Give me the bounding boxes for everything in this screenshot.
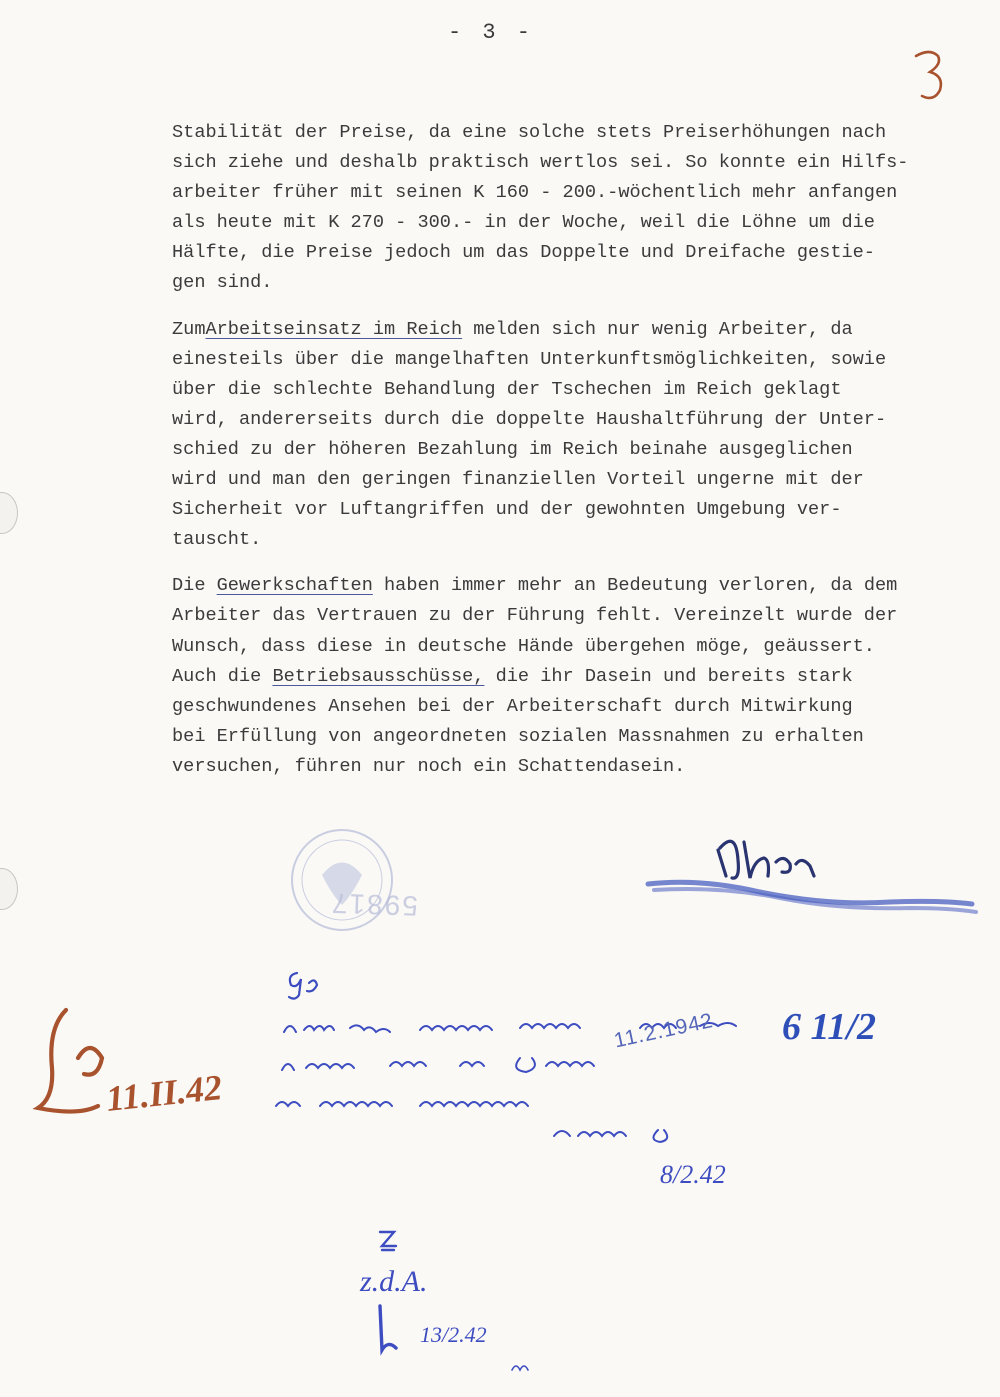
handwritten-mark-g bbox=[283, 965, 323, 1005]
text-segment: Hälfte, die Preise jedoch um das Doppelte und Dreifache gestie- bbox=[172, 242, 875, 264]
text-line bbox=[172, 601, 972, 631]
punch-hole-bottom bbox=[0, 868, 18, 910]
text-segment: Wunsch, dass diese in deutsche Hände übergehen möge, geäussert. bbox=[172, 635, 875, 657]
text-line bbox=[172, 525, 972, 555]
text-segment: einesteils über die mangelhaften Unterkunftsmöglichkeiten, sowie bbox=[172, 348, 887, 370]
handwritten-mark-lower bbox=[372, 1228, 402, 1256]
paragraph-3 bbox=[172, 571, 972, 782]
typed-report-body bbox=[172, 118, 972, 782]
text-segment: geschwundenes Ansehen bei der Arbeiterschaft durch Mitwirkung bbox=[172, 695, 853, 717]
text-segment: gen sind. bbox=[172, 272, 273, 294]
text-line bbox=[172, 571, 972, 601]
text-line bbox=[172, 662, 972, 692]
circular-office-stamp bbox=[282, 820, 402, 940]
text-line bbox=[172, 375, 972, 405]
underlined-term: Arbeitseinsatz im Reich bbox=[205, 318, 463, 340]
text-segment: haben immer mehr an Bedeutung verloren, da dem bbox=[372, 575, 898, 597]
final-date: 13/2.42 bbox=[420, 1322, 487, 1347]
handwritten-line-1 bbox=[270, 1012, 810, 1042]
text-segment: Arbeiter das Vertrauen zu der Führung fehlt. Vereinzelt wurde der bbox=[172, 605, 898, 627]
text-line bbox=[172, 208, 972, 238]
text-line bbox=[172, 632, 972, 662]
text-line bbox=[172, 405, 972, 435]
red-crayon-date: 11.II.42 bbox=[104, 1067, 224, 1119]
text-line bbox=[172, 495, 972, 525]
text-segment: sich ziehe und deshalb praktisch wertlos sei. So konnte ein Hilfs- bbox=[172, 152, 909, 174]
reference-note: 6 11/2 bbox=[782, 1006, 876, 1048]
text-line bbox=[172, 178, 972, 208]
text-line bbox=[172, 345, 972, 375]
handwritten-line-3 bbox=[270, 1090, 810, 1120]
handwritten-signature bbox=[640, 820, 980, 930]
text-segment: Stabilität der Preise, da eine solche stets Preiserhöhungen nach bbox=[172, 122, 887, 143]
underlined-term: Gewerkschaften bbox=[216, 575, 373, 597]
text-segment: tauscht. bbox=[172, 529, 262, 551]
filing-abbreviation: z.d.A. bbox=[360, 1265, 428, 1298]
text-segment: schied zu der höheren Bezahlung im Reich beinahe ausgeglichen bbox=[172, 438, 853, 460]
handwritten-initials bbox=[548, 1118, 708, 1152]
text-segment: wird, andererseits durch die doppelte Haushaltführung der Unter- bbox=[172, 408, 887, 430]
page-number: - 3 - bbox=[448, 20, 535, 45]
text-segment: als heute mit K 270 - 300.- in der Woche, weil die Löhne um die bbox=[172, 212, 875, 234]
punch-hole-top bbox=[0, 492, 18, 534]
underlined-term: Betriebsausschüsse, bbox=[272, 665, 485, 687]
text-segment: Die bbox=[172, 575, 217, 597]
text-line bbox=[172, 692, 972, 722]
text-line bbox=[172, 315, 972, 345]
handwritten-initial-final bbox=[370, 1300, 400, 1360]
paragraph-2 bbox=[172, 315, 972, 556]
text-segment: versuchen, führen nur noch ein Schattendasein. bbox=[172, 755, 686, 777]
received-date-stamp: 11.2.1942 bbox=[612, 1009, 716, 1053]
text-line bbox=[172, 722, 972, 752]
stamp-number: 59817 bbox=[329, 887, 419, 922]
text-line bbox=[172, 435, 972, 465]
text-segment: Auch die bbox=[172, 665, 273, 687]
text-segment: Zum bbox=[172, 318, 206, 340]
text-line bbox=[172, 148, 972, 178]
text-segment: arbeiter früher mit seinen K 160 - 200.-wöchentlich mehr anfangen bbox=[172, 182, 898, 204]
text-line bbox=[172, 268, 972, 298]
text-segment: bei Erfüllung von angeordneten sozialen Massnahmen zu erhalten bbox=[172, 725, 864, 747]
text-segment: über die schlechte Behandlung der Tschechen im Reich geklagt bbox=[172, 378, 842, 400]
text-segment: die ihr Dasein und bereits stark bbox=[484, 665, 853, 687]
folio-number-handwritten bbox=[910, 46, 950, 106]
text-segment: melden sich nur wenig Arbeiter, da bbox=[462, 318, 853, 340]
text-line bbox=[172, 465, 972, 495]
text-line bbox=[172, 118, 972, 148]
text-segment: wird und man den geringen finanziellen Vorteil ungerne mit der bbox=[172, 469, 864, 491]
text-segment: Sicherheit vor Luftangriffen und der gewohnten Umgebung ver- bbox=[172, 499, 842, 521]
paragraph-1 bbox=[172, 118, 972, 299]
text-line bbox=[172, 752, 972, 782]
forward-date: 8/2.42 bbox=[660, 1160, 726, 1189]
tiny-handwritten-mark bbox=[510, 1360, 530, 1376]
text-line bbox=[172, 238, 972, 268]
handwritten-line-2 bbox=[270, 1050, 810, 1080]
